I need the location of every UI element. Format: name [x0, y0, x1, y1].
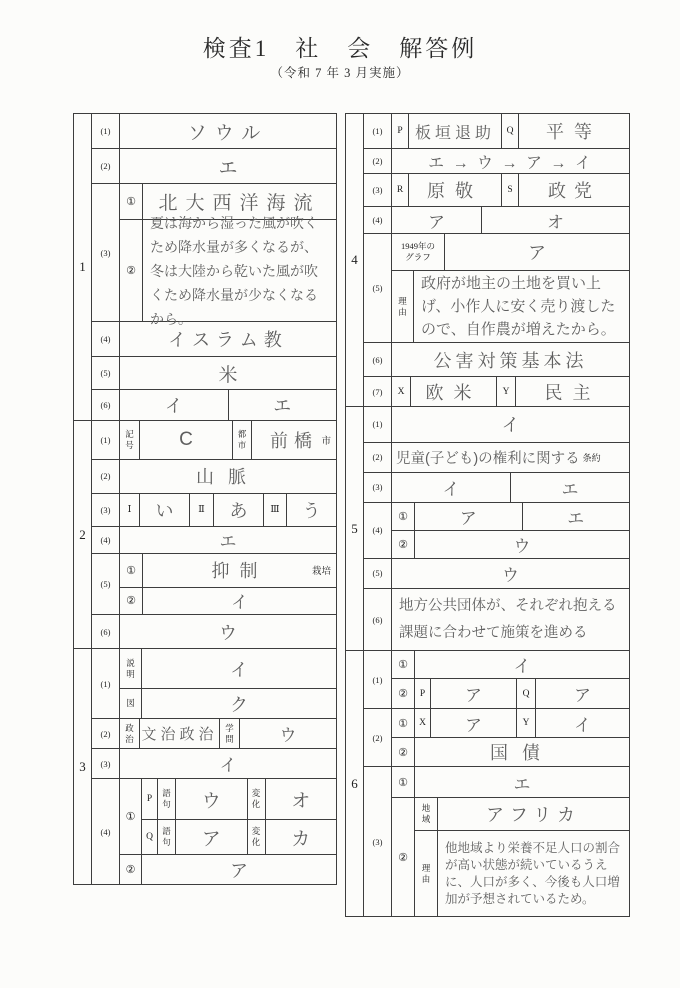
s6-r2-x-answer: ア — [430, 709, 516, 737]
s5-r6-label: (6) — [372, 614, 383, 625]
s3-row1-setsumei — [120, 649, 336, 688]
s6-r3-reason-text: 理由 — [421, 862, 431, 884]
s2-r5-sub1-answer-cell — [142, 554, 336, 587]
s1-r1-answer: ソウル — [119, 114, 336, 148]
s1-r2-answer: エ — [119, 149, 336, 183]
s3-r1-zu-label — [120, 689, 141, 718]
s1-r5-label: (5) — [100, 368, 111, 378]
s5-r5-label: (5) — [372, 568, 383, 578]
s5-row2 — [364, 442, 629, 472]
s4-r5-reason-label — [392, 271, 413, 342]
s3-r4-q-henka-text: 変化 — [251, 826, 261, 847]
s5-r3-label: (3) — [372, 482, 383, 492]
s6-r3-label: (3) — [372, 836, 383, 847]
s1-row3-sub2 — [120, 214, 336, 327]
s4-r6-answer: 公害対策基本法 — [391, 343, 629, 376]
s2-r3-answer-3: う — [286, 494, 336, 526]
s4-r7-y-label: Y — [496, 377, 515, 406]
s3-r3-answer: イ — [119, 749, 336, 778]
s4-row6 — [364, 342, 629, 376]
s6-r1-p-answer: ア — [430, 679, 516, 708]
s5-row5 — [364, 558, 629, 588]
s1-r3-sub1-answer: 北大西洋海流 — [142, 184, 336, 219]
s5-r4-label: (4) — [372, 525, 383, 535]
s5-r2-label: (2) — [372, 452, 383, 462]
s1-row5 — [92, 356, 336, 389]
section-5-number: 5 — [346, 407, 364, 651]
s5-r4-sub2-answer: ウ — [414, 531, 629, 558]
s1-r6-label: (6) — [100, 400, 111, 410]
s5-row3 — [364, 472, 629, 502]
s6-r2-sub2-answer: 国債 — [414, 738, 629, 766]
s6-row3-reason — [415, 830, 629, 916]
s3-r2-label: (2) — [100, 728, 111, 739]
s6-r1-q-answer: ア — [535, 679, 629, 708]
s6-row1-sub1 — [392, 651, 629, 678]
s4-r2-label: (2) — [372, 156, 383, 166]
s4-r3-r-answer: 原敬 — [408, 174, 501, 206]
s2-r1-toshi-text: 都市 — [237, 428, 247, 450]
section-3 — [73, 648, 337, 885]
s4-row5-reason — [392, 270, 629, 342]
s1-r3-sub1-label: ① — [126, 196, 136, 208]
s1-r3-label: (3) — [100, 247, 111, 258]
s6-r1-q-label: Q — [516, 679, 535, 708]
s4-r5-graph-label — [392, 234, 444, 270]
s3-r4-p-henka-label — [247, 779, 265, 819]
s3-r4-sub1-label: ① — [125, 811, 136, 823]
s3-row4-q — [142, 819, 336, 854]
s1-r4-label: (4) — [100, 334, 111, 344]
s2-r3-roman3-label: Ⅲ — [263, 494, 286, 526]
answer-table-left — [73, 113, 337, 885]
s2-r1-toshi-answer: 前橋 — [270, 430, 318, 451]
s5-row4 — [364, 502, 629, 558]
s2-r1-kigo-answer: C — [139, 421, 232, 459]
s6-r3-sub1-label: ① — [398, 776, 408, 789]
s3-r1-setsumei-answer: イ — [141, 649, 336, 688]
s4-r2-answer: エ → ウ → ア → イ — [391, 149, 629, 173]
s6-r1-sub2-label: ② — [398, 688, 408, 700]
s2-row4 — [92, 526, 336, 553]
s3-row2 — [92, 718, 336, 748]
s6-row1-sub2 — [392, 678, 629, 708]
s6-r2-sub1-label: ① — [398, 717, 408, 730]
s3-row1 — [92, 649, 336, 718]
s1-r5-answer: 米 — [119, 357, 336, 389]
s2-row5 — [92, 553, 336, 614]
s6-r3-sub1-answer: エ — [414, 767, 629, 797]
s6-r1-sub1-label: ① — [398, 659, 408, 671]
s6-r2-y-answer: イ — [535, 709, 629, 737]
s2-row2 — [92, 459, 336, 493]
s3-row3 — [92, 748, 336, 778]
s3-r2-gakumon-text: 学問 — [225, 722, 234, 744]
s5-row4-sub1 — [392, 503, 629, 530]
s4-row1 — [364, 114, 629, 148]
s4-r5-reason-answer: 政府が地主の土地を買い上げ、小作人に安く売り渡したので、自作農が増えたから。 — [413, 271, 629, 342]
s6-r2-x-label: X — [414, 709, 430, 737]
s6-r3-chiiki-text: 地域 — [421, 803, 431, 824]
s1-row2 — [92, 148, 336, 183]
s6-r1-p-label: P — [414, 679, 430, 708]
section-2 — [73, 420, 337, 650]
s3-r4-p-goku-answer: ウ — [175, 779, 247, 819]
page-subtitle: （令和 7 年 3 月実施） — [270, 66, 410, 80]
s4-r4-label: (4) — [372, 215, 383, 225]
s6-r3-reason-answer: 他地域より栄養不足人口の割合が高い状態が続いているうえに、人口が多く、今後も人口増加が予想されているため。 — [437, 831, 629, 916]
s4-r4-answer-1: ア — [391, 207, 481, 233]
s2-r1-toshi-answer-cell — [251, 421, 336, 459]
s6-row3 — [364, 766, 629, 916]
s3-r2-seiji-answer: 文治政治 — [139, 719, 219, 748]
s1-r3-sub2-label: ② — [126, 265, 136, 277]
s4-r7-x-label: X — [391, 377, 410, 406]
s4-row5 — [364, 233, 629, 342]
s2-r3-answer-2: あ — [213, 494, 263, 526]
s5-r1-label: (1) — [372, 419, 383, 429]
s4-r4-answer-2: オ — [481, 207, 629, 233]
s2-r5-label: (5) — [100, 578, 111, 589]
section-4-number: 4 — [346, 114, 364, 406]
s6-r1-label: (1) — [372, 674, 383, 685]
s2-r2-answer: 山脈 — [119, 460, 336, 493]
s4-r1-p-answer: 板垣退助 — [408, 114, 501, 148]
s6-row3-chiiki — [415, 798, 629, 830]
s4-r5-graph-text: 1949年のグラフ — [400, 241, 435, 262]
s4-row5-graph — [392, 234, 629, 270]
s2-r5-sub2-answer: イ — [142, 588, 336, 614]
s2-r5-sub1-answer: 抑制 — [211, 561, 268, 581]
s3-r1-label: (1) — [100, 678, 111, 689]
s4-row3 — [364, 173, 629, 206]
s4-r1-q-label: Q — [501, 114, 518, 148]
page-title: 検査1 社 会 解答例 — [202, 36, 478, 61]
s3-r4-q-henka-label — [247, 820, 265, 854]
s2-r1-city-suffix: 市 — [321, 436, 331, 447]
s3-r4-q-goku-label — [157, 820, 175, 854]
s4-r5-graph-answer: ア — [444, 234, 629, 270]
s2-r3-label: (3) — [100, 504, 111, 515]
section-4 — [345, 113, 630, 407]
s5-row4-sub2 — [392, 530, 629, 558]
s4-r1-p-label: P — [391, 114, 408, 148]
s2-r1-toshi-label — [232, 421, 251, 459]
s4-r5-reason-text: 理由 — [398, 295, 407, 317]
section-1 — [73, 113, 337, 421]
s4-r3-label: (3) — [372, 185, 383, 195]
s3-r4-q-goku-answer: ア — [175, 820, 247, 854]
s1-r2-label: (2) — [100, 161, 111, 171]
section-6-number: 6 — [346, 651, 364, 916]
s5-row6 — [364, 588, 629, 651]
s1-row6 — [92, 389, 336, 420]
s4-row4 — [364, 206, 629, 233]
s6-row1 — [364, 651, 629, 708]
s3-r4-q-henka-answer: カ — [265, 820, 337, 854]
s5-r5-answer: ウ — [391, 559, 629, 588]
s3-row1-zu — [120, 688, 336, 718]
s3-r1-zu-text: 図 — [126, 698, 135, 709]
s5-r1-answer: イ — [391, 407, 629, 442]
s6-row3-sub2 — [392, 797, 629, 916]
s4-r5-label: (5) — [372, 283, 383, 293]
s6-row3-sub1 — [392, 767, 629, 797]
s2-r3-roman1-label: Ⅰ — [119, 494, 139, 526]
section-2-number: 2 — [74, 421, 92, 649]
s4-r3-r-label: R — [391, 174, 408, 206]
s5-r4-sub2-label: ② — [398, 538, 408, 551]
s3-r4-p-henka-answer: オ — [265, 779, 337, 819]
answer-table-right — [345, 113, 630, 917]
s1-row4 — [92, 321, 336, 356]
s4-r7-y-answer: 民主 — [515, 377, 629, 406]
s3-r2-gakumon-label — [219, 719, 239, 748]
s3-row4-sub2 — [120, 854, 336, 884]
s6-r1-sub1-answer: イ — [414, 651, 629, 678]
s2-r1-label: (1) — [100, 434, 111, 445]
s3-r4-q-label: Q — [146, 832, 153, 842]
s2-r5-saibai-suffix: 栽培 — [311, 567, 331, 577]
s6-row2 — [364, 708, 629, 766]
s4-r1-label: (1) — [372, 126, 383, 136]
s3-r4-p-label: P — [146, 794, 153, 804]
s3-r2-gakumon-answer: ウ — [239, 719, 336, 748]
s3-r4-sub2-label: ② — [125, 864, 136, 876]
s6-r2-label: (2) — [372, 732, 383, 743]
s1-r6-answer-2: エ — [228, 390, 337, 420]
s3-r2-seiji-label — [119, 719, 139, 748]
s6-r2-sub2-label: ② — [398, 746, 408, 759]
s3-r4-p-goku-label — [157, 779, 175, 819]
s3-r1-zu-answer: ク — [141, 689, 336, 718]
s2-row5-sub1 — [120, 554, 336, 587]
s1-row1 — [92, 114, 336, 148]
s4-r6-label: (6) — [372, 354, 383, 365]
s5-r2-answer: 児童(子ども)の権利に関する — [396, 450, 580, 467]
s5-row1 — [364, 407, 629, 442]
s5-r4-sub1-answer-2: エ — [522, 503, 630, 530]
s5-r2-answer-cell — [391, 443, 629, 472]
s5-r4-sub1-label: ① — [398, 510, 408, 523]
s3-row4-sub1 — [120, 779, 336, 854]
s2-r3-roman2-label: Ⅱ — [189, 494, 213, 526]
s2-r6-label: (6) — [100, 626, 111, 637]
s3-r2-seiji-text: 政治 — [125, 722, 134, 744]
s4-r1-q-answer: 平等 — [518, 114, 629, 148]
s4-r3-s-answer: 政党 — [518, 174, 629, 206]
s2-r3-answer-1: い — [139, 494, 189, 526]
s3-row4-p — [142, 779, 336, 819]
s2-r5-sub1-label: ① — [126, 564, 136, 577]
section-1-number: 1 — [74, 114, 92, 420]
s4-row2 — [364, 148, 629, 173]
s1-r4-answer: イスラム教 — [119, 322, 336, 356]
section-3-number: 3 — [74, 649, 92, 884]
s2-r6-answer: ウ — [119, 615, 336, 649]
s2-row3 — [92, 493, 336, 526]
s2-r2-label: (2) — [100, 471, 111, 481]
s1-r6-answer-1: イ — [119, 390, 228, 420]
s4-r7-x-answer: 欧米 — [410, 377, 496, 406]
s6-row2-sub2 — [392, 737, 629, 766]
s5-r3-answer-2: エ — [510, 473, 629, 502]
s2-r4-answer: エ — [119, 527, 336, 553]
s6-r3-chiiki-label — [415, 798, 437, 830]
s5-r6-answer: 地方公共団体が、それぞれ抱える課題に合わせて施策を進める — [391, 589, 629, 651]
s5-r4-sub1-answer-1: ア — [414, 503, 522, 530]
s4-r3-s-label: S — [501, 174, 518, 206]
s3-r3-label: (3) — [100, 758, 111, 769]
s2-r4-label: (4) — [100, 534, 111, 545]
s3-r4-p-henka-text: 変化 — [251, 788, 261, 809]
s6-r3-chiiki-answer: アフリカ — [437, 798, 629, 830]
s6-r3-sub2-label: ② — [398, 851, 408, 864]
s3-r1-setsumei-text: 説明 — [126, 657, 135, 679]
s3-r1-setsumei-label — [120, 649, 141, 688]
s3-r4-p-goku-text: 語句 — [162, 788, 171, 809]
s1-r3-sub2-answer: 夏は海から湿った風が吹くため降水量が多くなるが、冬は大陸から乾いた風が吹くため降水量が少なくなるから。 — [142, 220, 336, 321]
section-6 — [345, 650, 630, 917]
s2-row6 — [92, 614, 336, 649]
s2-row5-sub2 — [120, 587, 336, 614]
s6-row2-sub1 — [392, 709, 629, 737]
s2-row1 — [92, 421, 336, 459]
s3-r4-label: (4) — [100, 826, 111, 837]
s6-r3-reason-label — [415, 831, 437, 916]
s4-r7-label: (7) — [372, 386, 383, 397]
s2-r1-kigo-label — [119, 421, 139, 459]
s3-r4-sub2-answer: ア — [141, 855, 336, 884]
s1-r1-label: (1) — [100, 126, 111, 136]
s3-row4 — [92, 778, 336, 884]
s3-r4-q-goku-text: 語句 — [162, 826, 171, 847]
s5-r3-answer-1: イ — [391, 473, 510, 502]
section-5 — [345, 406, 630, 652]
s4-row7 — [364, 376, 629, 406]
s1-row3 — [92, 183, 336, 327]
s5-r2-jouyaku-suffix: 条約 — [582, 452, 601, 463]
s2-r1-kigo-text: 記号 — [125, 428, 134, 450]
s6-r2-y-label: Y — [516, 709, 535, 737]
s2-r5-sub2-label: ② — [126, 595, 136, 607]
